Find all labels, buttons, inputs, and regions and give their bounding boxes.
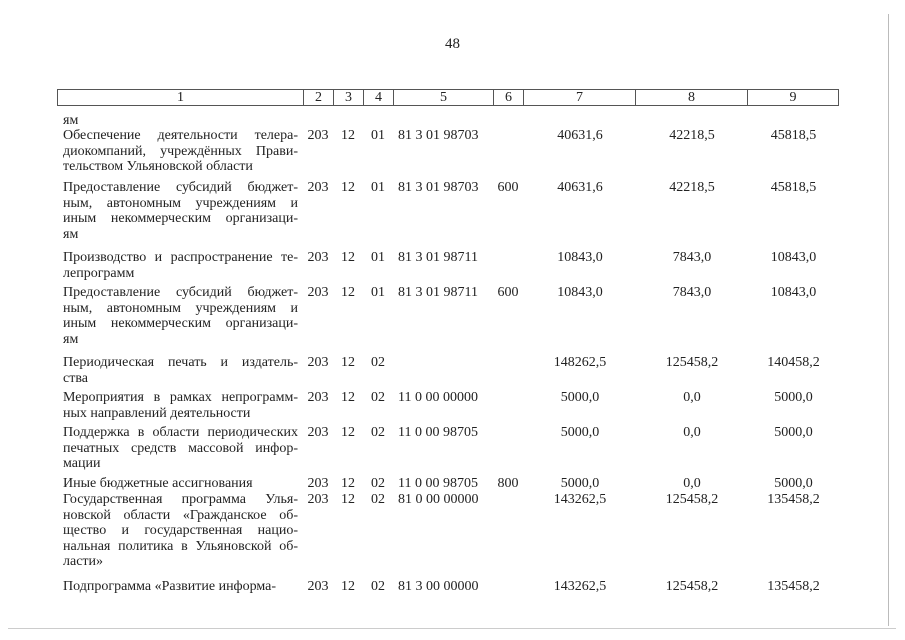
row-cell-c6: 600 [497, 285, 519, 300]
row-cell-c8: 7843,0 [672, 250, 712, 265]
row-cell-c3: 12 [341, 492, 355, 507]
row-cell-c4: 01 [371, 128, 385, 143]
row-cell-c5: 11 0 00 00000 [398, 390, 478, 405]
page-number: 48 [445, 36, 460, 52]
row-cell-c4: 01 [371, 285, 385, 300]
row-cell-c8: 0,0 [683, 476, 701, 491]
row-name-line: Подпрограмма «Развитие информа- [63, 579, 277, 594]
row-cell-c4: 02 [371, 390, 385, 405]
row-cell-c2: 203 [307, 476, 329, 491]
row-cell-c5: 81 0 00 00000 [398, 492, 479, 507]
row-cell-c3: 12 [341, 128, 355, 143]
row-cell-c2: 203 [307, 425, 329, 440]
row-cell-c9: 140458,2 [767, 355, 820, 370]
row-name-line: новской области «Гражданское об- [63, 507, 298, 523]
row-cell-c8: 0,0 [683, 425, 701, 440]
row-cell-c9: 135458,2 [767, 579, 820, 594]
row-cell-c2: 203 [307, 579, 329, 594]
row-name-line: иным некоммерческим организаци- [63, 211, 298, 226]
row-cell-c7: 5000,0 [560, 425, 600, 440]
row-name-line: печатных средств массовой инфор- [63, 440, 298, 456]
row-cell-c8: 42218,5 [669, 128, 715, 143]
row-name [63, 113, 298, 129]
row-cell-c7: 5000,0 [560, 476, 600, 491]
row-name-line: Государственная программа Улья- [63, 492, 298, 507]
row-name [63, 492, 298, 570]
row-cell-c9: 45818,5 [770, 180, 817, 195]
row-name-line: ласти» [63, 554, 104, 569]
row-cell-c9: 10843,0 [770, 250, 817, 265]
scan-edge-right [888, 14, 889, 626]
row-name [63, 128, 298, 175]
header-col-1: 1 [58, 90, 304, 105]
header-col-9: 9 [789, 90, 797, 105]
row-cell-c2: 203 [307, 492, 329, 507]
row-cell-c2: 203 [307, 355, 329, 370]
row-name [63, 355, 298, 386]
row-cell-c5: 81 3 01 98711 [398, 285, 478, 300]
row-name [63, 425, 298, 472]
row-cell-c9: 135458,2 [767, 492, 820, 507]
row-cell-c7: 5000,0 [560, 390, 600, 405]
row-cell-c5: 11 0 00 98705 [398, 425, 478, 440]
row-cell-c4: 01 [371, 250, 385, 265]
row-cell-c6: 600 [497, 180, 519, 195]
header-col-5: 5 [394, 90, 494, 105]
scan-edge-bottom [8, 628, 896, 629]
header-col-4: 4 [364, 90, 394, 105]
row-cell-c4: 02 [371, 476, 385, 491]
row-cell-c8: 42218,5 [669, 180, 715, 195]
row-name-line: диокомпаний, учреждённых Прави- [63, 143, 298, 159]
row-name-line: иным некоммерческим организаци- [63, 316, 298, 331]
row-cell-c9: 5000,0 [774, 425, 813, 440]
row-name-line: тельством Ульяновской области [63, 159, 253, 174]
row-cell-c4: 02 [371, 492, 385, 507]
row-name [63, 390, 298, 421]
row-name-line: ям [63, 331, 79, 347]
row-cell-c4: 02 [371, 355, 385, 370]
header-col-7: 7 [524, 90, 636, 105]
header-col-6: 6 [494, 90, 524, 105]
row-name [63, 180, 298, 242]
row-cell-c7: 10843,0 [557, 285, 603, 300]
row-cell-c2: 203 [307, 390, 329, 405]
header-col-8: 8 [636, 90, 748, 105]
row-cell-c7: 143262,5 [553, 492, 607, 507]
row-cell-c3: 12 [341, 579, 355, 594]
row-cell-c4: 02 [371, 579, 385, 594]
row-cell-c4: 02 [371, 425, 385, 440]
row-name-line: Предоставление субсидий бюджет- [63, 285, 298, 300]
row-cell-c3: 12 [341, 355, 355, 370]
row-name [63, 285, 298, 347]
row-name-line: ным, автономным учреждениям и [63, 300, 298, 316]
row-name-line: щество и государственная нацио- [63, 523, 298, 538]
row-name-line: ным, автономным учреждениям и [63, 195, 298, 211]
row-cell-c9: 45818,5 [770, 128, 817, 143]
row-cell-c5: 11 0 00 98705 [398, 476, 478, 491]
row-cell-c2: 203 [307, 180, 329, 195]
row-cell-c9: 5000,0 [774, 476, 813, 491]
row-cell-c5: 81 3 01 98703 [398, 180, 479, 195]
row-name-line: Предоставление субсидий бюджет- [63, 180, 298, 195]
row-cell-c7: 143262,5 [553, 579, 607, 594]
row-name-line: Обеспечение деятельности телера- [63, 128, 298, 143]
row-cell-c7: 40631,6 [557, 128, 603, 143]
row-cell-c7: 148262,5 [553, 355, 607, 370]
row-cell-c3: 12 [341, 476, 355, 491]
row-name-line: ям [63, 113, 79, 128]
row-cell-c3: 12 [341, 250, 355, 265]
row-name [63, 250, 298, 281]
row-cell-c3: 12 [341, 390, 355, 405]
row-name-line: Производство и распространение те- [63, 250, 298, 265]
row-cell-c9: 5000,0 [774, 390, 813, 405]
row-cell-c7: 40631,6 [557, 180, 603, 195]
row-name-line: мации [63, 456, 101, 471]
row-cell-c8: 125458,2 [665, 355, 719, 370]
row-cell-c2: 203 [307, 250, 329, 265]
row-cell-c2: 203 [307, 285, 329, 300]
row-name-line: Мероприятия в рамках непрограмм- [63, 390, 298, 405]
row-name-line: Иные бюджетные ассигнования [63, 476, 253, 491]
row-name-line: ства [63, 370, 88, 386]
row-cell-c8: 125458,2 [665, 579, 719, 594]
table-header [57, 89, 839, 106]
row-cell-c2: 203 [307, 128, 329, 143]
row-cell-c7: 10843,0 [557, 250, 603, 265]
row-cell-c4: 01 [371, 180, 385, 195]
row-cell-c8: 7843,0 [672, 285, 712, 300]
row-name-line: ям [63, 226, 79, 242]
row-name-line: нальная политика в Ульяновской об- [63, 538, 298, 554]
row-name-line: Поддержка в области периодических [63, 425, 298, 440]
row-cell-c5: 81 3 01 98711 [398, 250, 478, 265]
row-cell-c3: 12 [341, 425, 355, 440]
row-cell-c8: 125458,2 [665, 492, 719, 507]
row-name-line: ных направлений деятельности [63, 405, 251, 421]
row-cell-c9: 10843,0 [770, 285, 817, 300]
row-cell-c8: 0,0 [683, 390, 701, 405]
row-cell-c5: 81 3 01 98703 [398, 128, 479, 143]
row-cell-c3: 12 [341, 180, 355, 195]
row-name-line: Периодическая печать и издатель- [63, 355, 298, 370]
row-name [63, 579, 298, 595]
row-name [63, 476, 298, 492]
row-cell-c5: 81 3 00 00000 [398, 579, 479, 594]
header-col-3: 3 [334, 90, 364, 105]
row-cell-c6: 800 [497, 476, 519, 491]
header-col-2: 2 [304, 90, 334, 105]
row-name-line: лепрограмм [63, 265, 135, 281]
row-cell-c3: 12 [341, 285, 355, 300]
